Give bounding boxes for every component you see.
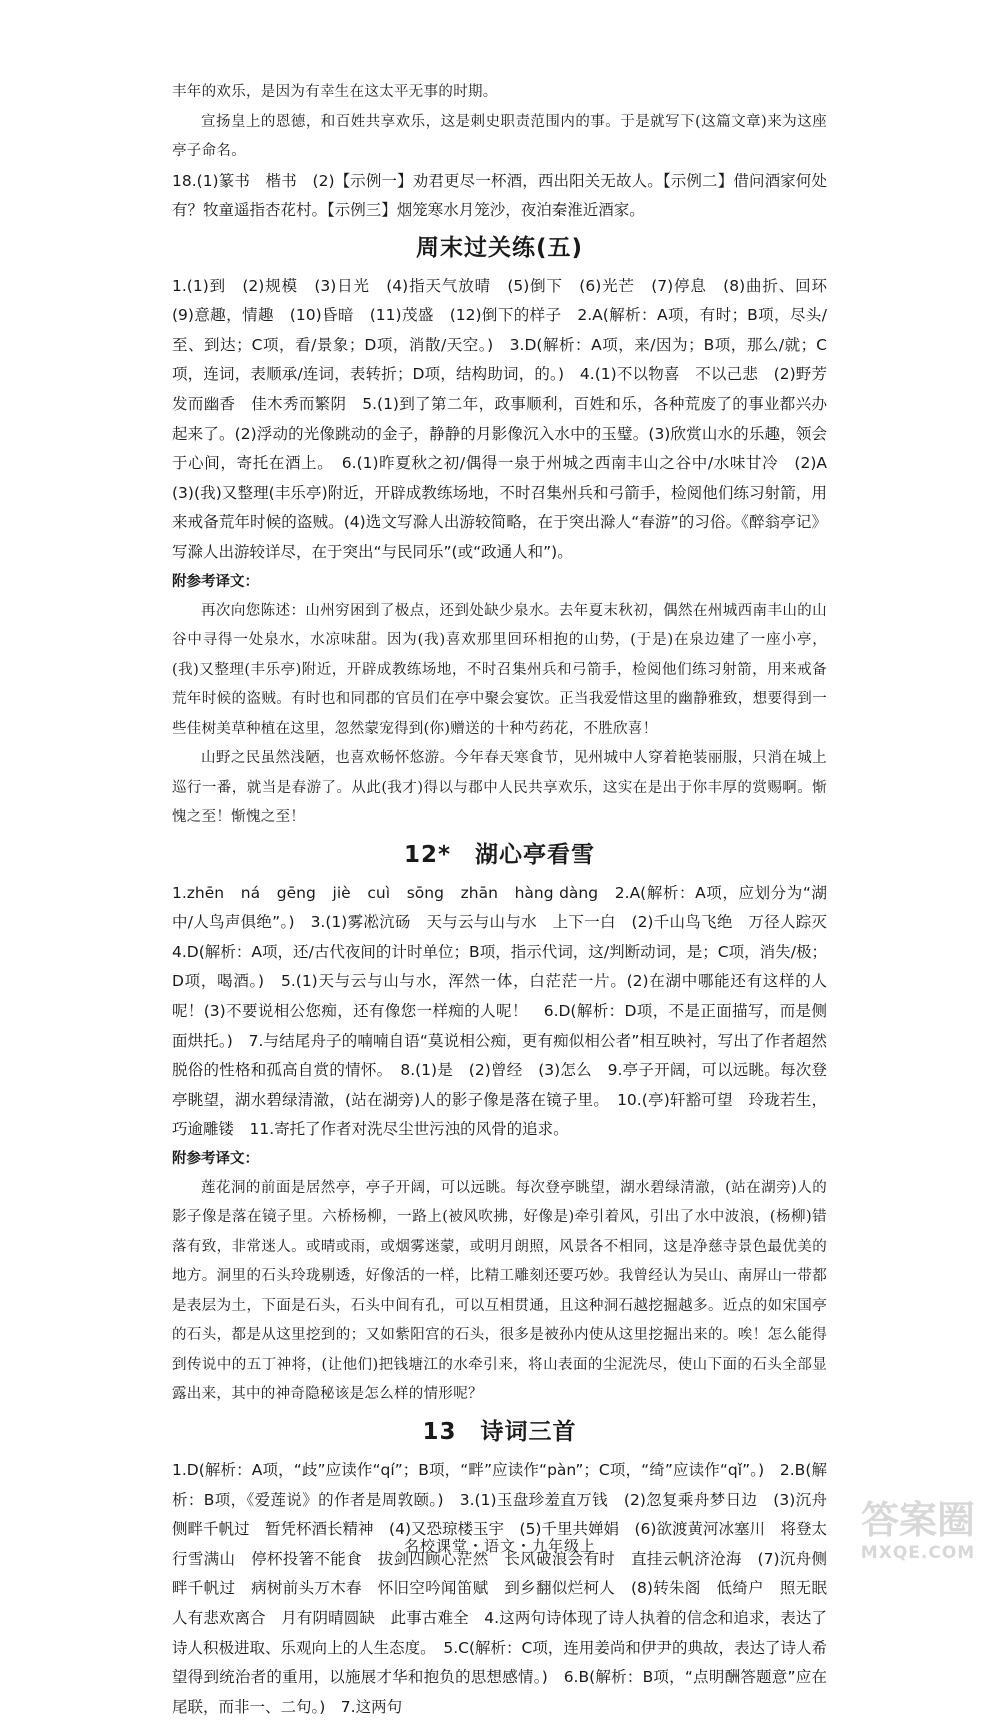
- reference-translation-para: 山野之民虽然浅陋，也喜欢畅怀悠游。今年春天寒食节，见州城中人穿着艳装丽服，只消在城上巡行一番，就当是春游了。从此(我才)得以与郡中人民共享欢乐，这实在是出于你丰厚的赏赐啊。惭愧之至！惭愧之至！: [172, 750, 827, 826]
- translation-tail: 丰年的欢乐，是因为有幸生在这太平无事的时期。: [172, 84, 498, 100]
- reference-translation-para: 再次向您陈述：山州穷困到了极点，还到处缺少泉水。去年夏末秋初，偶然在州城西南丰山的山谷中寻得一处泉水，水凉味甜。因为(我)喜欢那里回环相抱的山势，(于是)在泉边建了一座小亭，(我)又整理(丰乐亭)附近，开辟成教练场地，不时召集州兵和弓箭手，检阅他们练习射箭，用来戒备荒年时候的盗贼。有时也和同郡的官员们在亭中聚会宴饮。正当我爱惜这里的幽静雅致，想要得到一些佳树美草种植在这里，忽然蒙宠得到(你)赠送的十种芍药花，不胜欣喜！: [172, 602, 827, 737]
- watermark-url: MXQE.COM: [860, 1543, 976, 1563]
- watermark-logo: [848, 1498, 988, 1542]
- answers-lesson-12: 1.zhēn ná gēng jiè cuì sōng zhān hàng dàng 2.A(解析：A项，应划分为“湖中/人鸟声俱绝”。) 3.(1)雾凇沆砀 天与云与山与水 上下一白 (2)千山鸟飞绝 万径人踪灭 4.D(解析：A项，还/古代夜间的计时单位；B项，指示代词，这/判断动词，是；C项，消失/极；D项，喝酒。) 5.(1)天与云与山与水，浑然一体，白茫茫一片。(2)在湖中哪能还有这样的人呢！(3)不要说相公您痴，还有像您一样痴的人呢！ 6.D(解析：D项，不是正面描写，而是侧面烘托。) 7.与结尾舟子的喃喃自语“莫说相公痴，更有痴似相公者”相互映衬，写出了作者超然脱俗的性格和孤高自赏的情怀。 8.(1)是 (2)曾经 (3)怎么 9.亭子开阔，可以远眺。每次登亭眺望，湖水碧绿清澈，(站在湖旁)人的影子像是落在镜子里。 10.(亭)轩豁可望 玲珑若生，巧逾雕镂 11.寄托了作者对洗尽尘世污浊的风骨的追求。: [172, 883, 843, 1139]
- section-title-lesson-13: 13 诗词三首: [422, 1418, 577, 1445]
- answer-column: [172, 78, 843, 1722]
- section-title-lesson-12: 12* 湖心亭看雪: [403, 841, 596, 868]
- translation-tail-2: 宣扬皇上的恩德，和百姓共享欢乐，这是刺史职责范围内的事。于是就写下(这篇文章)来为这座亭子命名。: [172, 113, 827, 159]
- watermark-logo-text: 答案圈: [860, 1498, 975, 1542]
- site-watermark: [848, 1498, 988, 1590]
- page-footer: 名校课堂・语文・九年级上: [403, 1537, 596, 1555]
- reference-translation-para: 莲花洞的前面是居然亭，亭子开阔，可以远眺。每次登亭眺望，湖水碧绿清澈，(站在湖旁)人的影子像是落在镜子里。六桥杨柳，一路上(被风吹拂，好像是)牵引着风，引出了水中波浪，(杨柳)错落有致，非常迷人。或晴或雨，或烟雾迷蒙，或明月朗照，风景各不相同，这是净慈寺景色最优美的地方。洞里的石头玲珑剔透，好像活的一样，比精工雕刻还要巧妙。我曾经认为吴山、南屏山一带都是表层为土，下面是石头，石头中间有孔，可以互相贯通，且这种洞石越挖掘越多。近点的如宋国亭的石头，都是从这里挖到的；又如紫阳宫的石头，很多是被孙内使从这里挖掘出来的。唉！怎么能得到传说中的五丁神将，(让他们)把钱塘江的水牵引来，将山表面的尘泥洗尽，使山下面的石头全部显露出来，其中的神奇隐秘该是怎么样的情形呢？: [172, 1179, 827, 1403]
- section-title-weekend-practice: 周末过关练(五): [415, 234, 584, 261]
- answer-18: 18.(1)篆书 楷书 (2)【示例一】劝君更尽一杯酒，西出阳关无故人。【示例二】借问酒家何处有？牧童遥指杏花村。【示例三】烟笼寒水月笼沙，夜泊秦淮近酒家。: [172, 171, 827, 220]
- reference-translation-label: 附参考译文：: [172, 573, 259, 590]
- reference-translation-label: 附参考译文：: [172, 1150, 259, 1167]
- answers-weekend-practice: 1.(1)到 (2)规模 (3)日光 (4)指天气放晴 (5)倒下 (6)光芒 (7)停息 (8)曲折、回环 (9)意趣，情趣 (10)昏暗 (11)茂盛 (12)倒下的样子 2.A(解析：A项，有时；B项，尽头/至、到达；C项，看/景象；D项，消散/天空。) 3.D(解析：A项，来/因为；B项，那么/就；C项，连词，表顺承/连词，表转折；D项，结构助词，的。) 4.(1)不以物喜 不以己悲 (2)野芳发而幽香 佳木秀而繁阴 5.(1)到了第二年，政事顺利，百姓和乐，各种荒废了的事业都兴办起来了。(2)浮动的光像跳动的金子，静静的月影像沉入水中的玉璧。(3)欣赏山水的乐趣，领会于心间，寄托在酒上。 6.(1)昨夏秋之初/偶得一泉于州城之西南丰山之谷中/水味甘冷 (2)A (3)(我)又整理(丰乐亭)附近，开辟成教练场地，不时召集州兵和弓箭手，检阅他们练习射箭，用来戒备荒年时候的盗贼。(4)选文写滁人出游较简略，在于突出滁人“春游”的习俗。《醉翁亭记》写滁人出游较详尽，在于突出“与民同乐”(或“政通人和”)。: [172, 276, 843, 562]
- answers-lesson-13: 1.D(解析：A项，“歧”应读作“qí”；B项，“畔”应读作“pàn”；C项，“绮”应读作“qǐ”。) 2.B(解析：B项，《爱莲说》的作者是周敦颐。) 3.(1)玉盘珍羞直万钱 (2)忽复乘舟梦日边 (3)沉舟侧畔千帆过 暂凭杯酒长精神 (4)又恐琼楼玉宇 (5)千里共婵娟 (6)欲渡黄河冰塞川 将登太行雪满山 停杯投箸不能食 拔剑四顾心茫然 长风破浪会有时 直挂云帆济沧海 (7)沉舟侧畔千帆过 病树前头万木春 怀旧空吟闻笛赋 到乡翻似烂柯人 (8)转朱阁 低绮户 照无眠 人有悲欢离合 月有阴晴圆缺 此事古难全 4.这两句诗体现了诗人执着的信念和追求，表达了诗人积极进取、乐观向上的人生态度。 5.C(解析：C项，连用姜尚和伊尹的典故，表达了诗人希望得到统治者的重用，以施展才华和抱负的思想感情。) 6.B(解析：B项，“点明酬答题意”应在尾联，而非一、二句。) 7.这两句: [172, 1460, 843, 1716]
